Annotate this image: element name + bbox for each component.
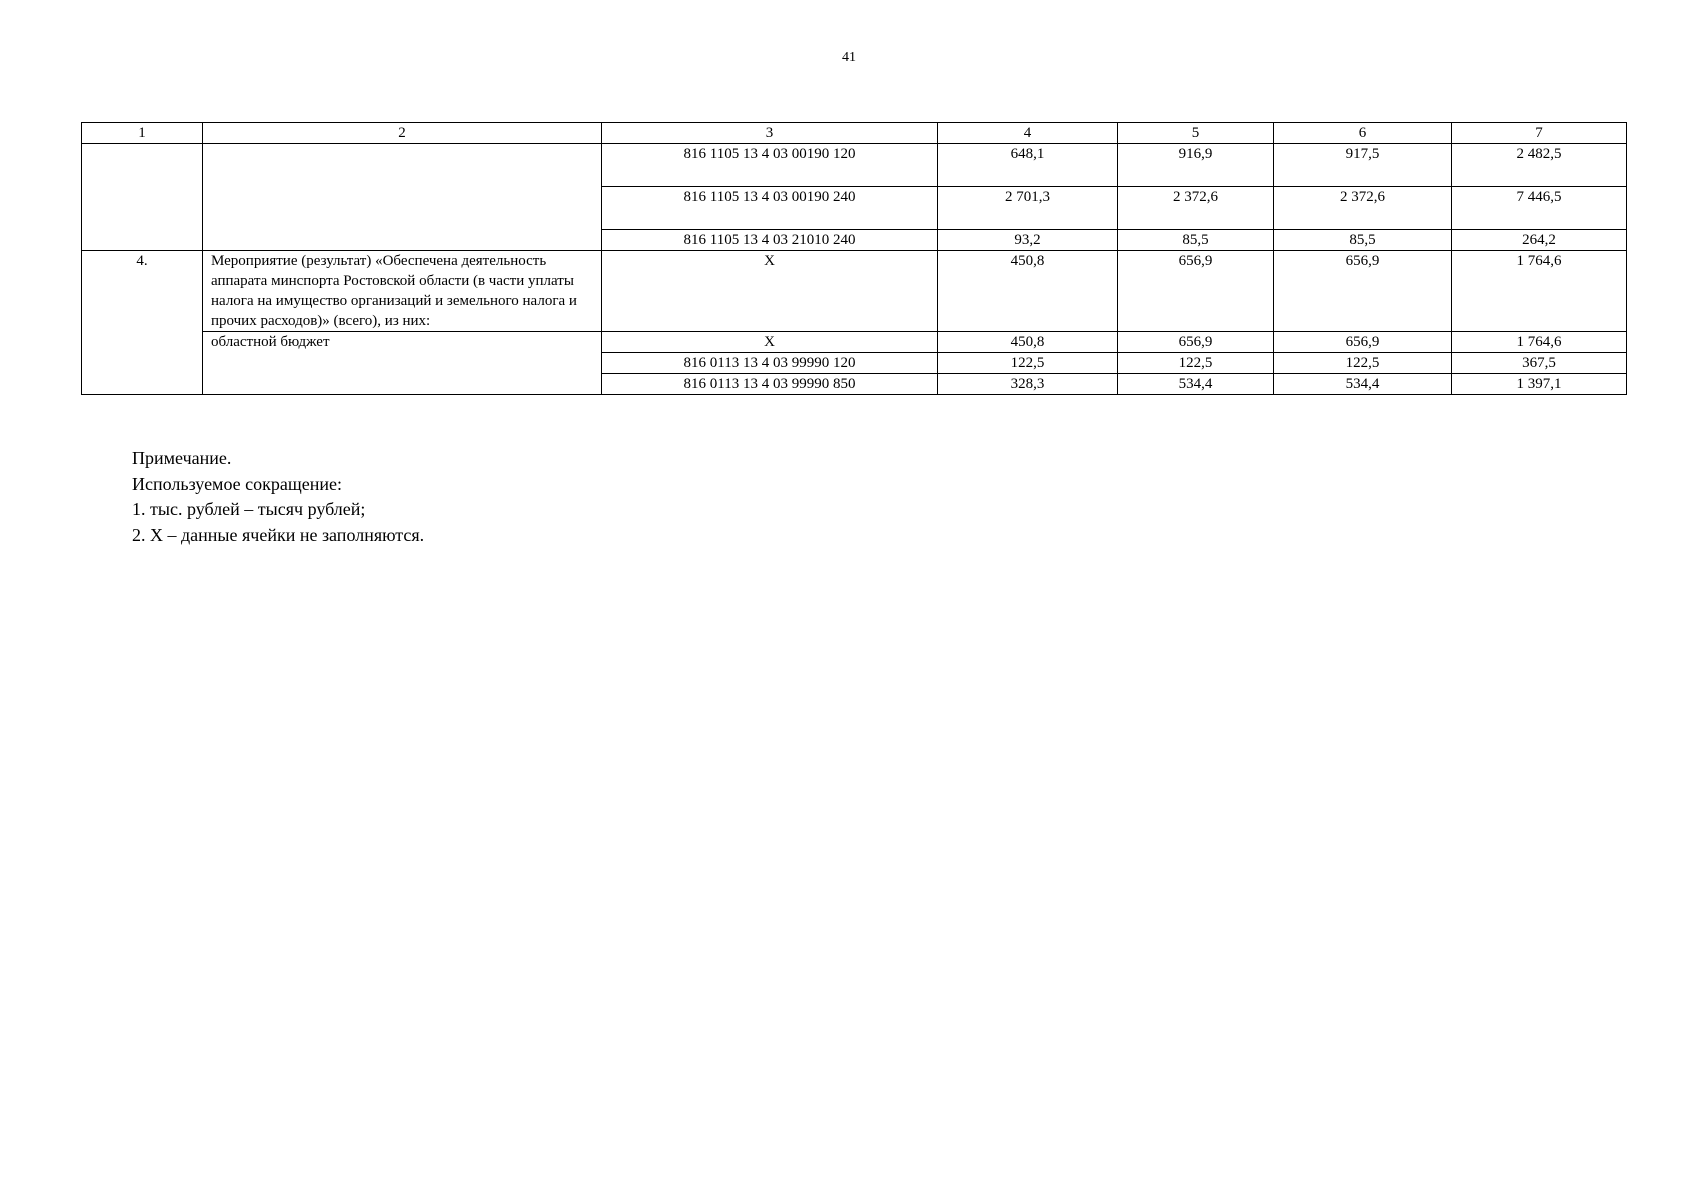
header-cell: 3 [602,123,938,144]
empty-title-cell [203,144,602,251]
item-number-cell: 4. [82,251,203,395]
value-cell: 2 372,6 [1118,187,1274,230]
value-cell: 328,3 [938,374,1118,395]
code-cell: 816 1105 13 4 03 00190 240 [602,187,938,230]
note-line: 1. тыс. рублей – тысяч рублей; [132,499,366,519]
value-cell: 1 397,1 [1452,374,1627,395]
header-cell: 2 [203,123,602,144]
value-cell: 916,9 [1118,144,1274,187]
value-cell: 917,5 [1274,144,1452,187]
budget-label-cell: областной бюджет [203,332,602,395]
code-cell: 816 0113 13 4 03 99990 850 [602,374,938,395]
value-cell: 7 446,5 [1452,187,1627,230]
value-cell: 656,9 [1118,332,1274,353]
value-cell: 367,5 [1452,353,1627,374]
item-title-cell: Мероприятие (результат) «Обеспечена деятельность аппарата минспорта Ростовской области (в части уплаты налога на имущество организаций и земельного налога и прочих расходов)» (всего), из них: [203,251,602,332]
subtotal-row [82,332,1627,353]
page-number: 41 [842,50,856,65]
code-cell: X [602,332,938,353]
value-cell: 122,5 [1118,353,1274,374]
budget-table [81,122,1627,395]
note-line: Используемое сокращение: [132,473,342,494]
value-cell: 1 764,6 [1452,332,1627,353]
value-cell: 648,1 [938,144,1118,187]
value-cell: 122,5 [1274,353,1452,374]
code-cell: X [602,251,938,332]
value-cell: 122,5 [938,353,1118,374]
note-line: 2. X – данные ячейки не заполняются. [132,524,425,545]
value-cell: 264,2 [1452,230,1627,251]
value-cell: 534,4 [1118,374,1274,395]
value-cell: 85,5 [1118,230,1274,251]
code-cell: 816 1105 13 4 03 00190 120 [602,144,938,187]
table-row [82,144,1627,187]
value-cell: 2 701,3 [938,187,1118,230]
value-cell: 450,8 [938,332,1118,353]
value-cell: 656,9 [1274,251,1452,332]
code-cell: 816 0113 13 4 03 99990 120 [602,353,938,374]
header-row [82,123,1627,144]
value-cell: 656,9 [1274,332,1452,353]
value-cell: 2 482,5 [1452,144,1627,187]
header-cell: 7 [1452,123,1627,144]
header-cell: 1 [82,123,203,144]
item-row [82,251,1627,332]
value-cell: 656,9 [1118,251,1274,332]
header-cell: 5 [1118,123,1274,144]
notes-block [132,446,424,548]
value-cell: 2 372,6 [1274,187,1452,230]
code-cell: 816 1105 13 4 03 21010 240 [602,230,938,251]
header-cell: 4 [938,123,1118,144]
value-cell: 450,8 [938,251,1118,332]
value-cell: 93,2 [938,230,1118,251]
empty-number-cell [82,144,203,251]
value-cell: 534,4 [1274,374,1452,395]
value-cell: 85,5 [1274,230,1452,251]
value-cell: 1 764,6 [1452,251,1627,332]
note-heading: Примечание. [132,448,232,468]
header-cell: 6 [1274,123,1452,144]
